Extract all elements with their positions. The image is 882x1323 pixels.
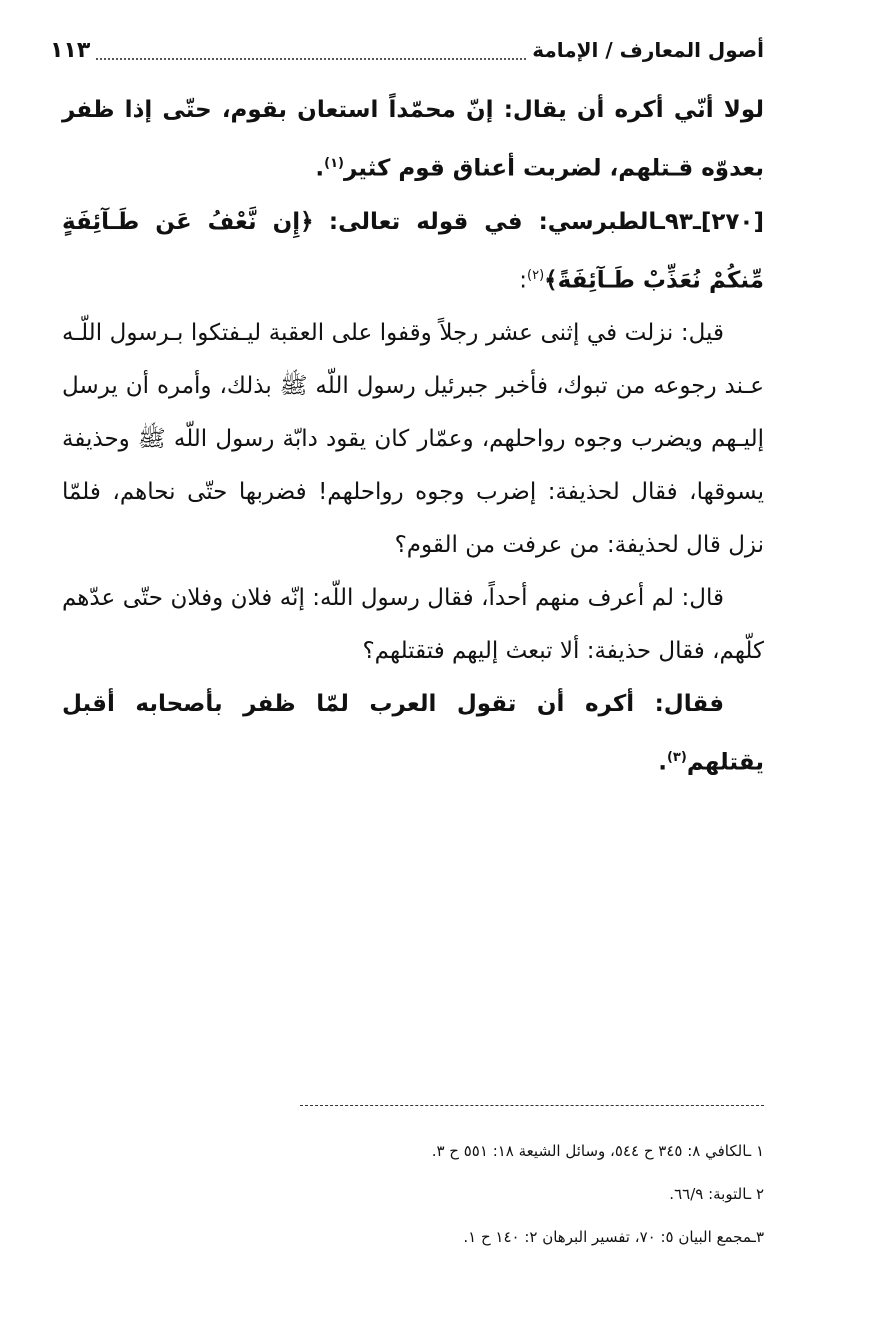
- running-title: أصول المعارف / الإمامة: [532, 38, 764, 62]
- paragraph-end: :: [519, 267, 527, 294]
- hadith-heading: [62, 196, 764, 308]
- footnote-ref: (١): [324, 156, 344, 171]
- footnote-divider: [300, 1105, 764, 1106]
- paragraph-reply: قال: لم أعرف منهم أحداً، فقال رسول اللّه: إنّه فلان وفلان حتّى عدّهم كلّهم، فقال حذيفة: ألا تبعث إليهم فتقتلهم؟: [62, 585, 764, 665]
- paragraph-end: .: [658, 749, 667, 776]
- main-text: [62, 84, 764, 790]
- paragraph-final: [62, 678, 764, 790]
- paragraph-end: .: [315, 155, 325, 182]
- footnote-ref: (٢): [527, 267, 545, 283]
- quran-quote: ﴿إِن نَّعْفُ عَن طَـآئِفَةٍ مِّنكُمْ نُعَذِّبْ طَـآئِفَةً﴾: [62, 208, 764, 294]
- paragraph-text: فقال: أكره أن تقول العرب لمّا ظفر بأصحابه أقبل يقتلهم: [62, 691, 764, 776]
- paragraph-narration: قيل: نزلت في إثنى عشر رجلاً وقفوا على العقبة ليـفتكوا بـرسول اللّـه عـند رجوعه من تبوك، فأخبر جبرئيل رسول اللّه ﷺ بذلك، وأمره أن يرسل إليـهم ويضرب وجوه رواحلهم، وعمّار كان يقود دابّة رسول اللّه ﷺ وحذيفة يسوقها، فقال لحذيفة: إضرب وجوه رواحلهم! فضربها حتّى نحاهم، فلمّا نزل قال لحذيفة: من عرفت من القوم؟: [62, 320, 764, 559]
- footnote-ref: (٣): [666, 750, 687, 766]
- footnote-3: ٣ـمجمع البيان ٥: ٧٠، تفسير البرهان ٢: ١٤٠ ح ١.: [463, 1228, 764, 1246]
- footnotes: [300, 1130, 764, 1259]
- paragraph-text: لولا أنّي أكره أن يقال: إنّ محمّداً استعان بقوم، حتّى إذا ظفر بعدوّه قـتلهم، لضربت أعناق قوم كثير: [62, 97, 764, 182]
- hadith-number: [٢٧٠]: [700, 208, 764, 235]
- header-dotted-leader: [96, 56, 526, 60]
- page-number: ١١٣: [50, 37, 91, 63]
- footnote-2: ٢ ـالتوبة: ٦٦/٩.: [669, 1185, 764, 1203]
- footnote-1: ١ ـالكافي ٨: ٣٤٥ ح ٥٤٤، وسائل الشيعة ١٨: ٥٥١ ح ٣.: [431, 1142, 764, 1160]
- page-header: [50, 30, 764, 70]
- hadith-title: ـ٩٣ـالطبرسي: في قوله تعالى:: [328, 208, 701, 235]
- paragraph-quote-1: [62, 84, 764, 196]
